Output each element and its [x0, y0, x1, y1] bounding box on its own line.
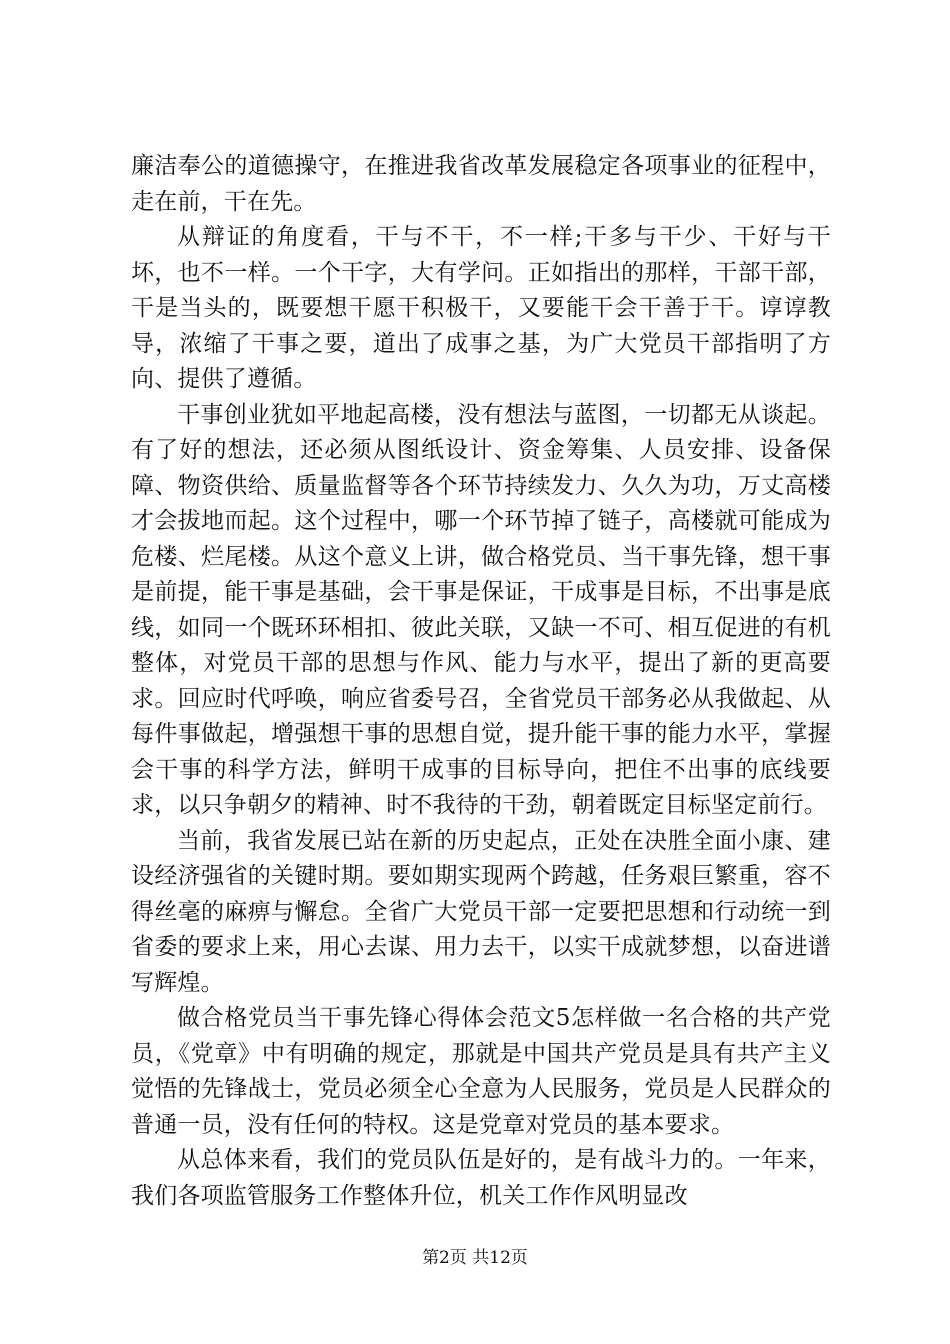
paragraph-1: 廉洁奉公的道德操守，在推进我省改革发展稳定各项事业的征程中，走在前，干在先。 — [131, 153, 831, 215]
paragraph-6: 从总体来看，我们的党员队伍是好的，是有战斗力的。一年来，我们各项监管服务工作整体升位，机关工作作风明显改 — [131, 1147, 831, 1209]
document-body — [131, 149, 831, 1214]
paragraph-4: 当前，我省发展已站在新的历史起点，正处在决胜全面小康、建设经济强省的关键时期。要如期实现两个跨越，任务艰巨繁重，容不得丝毫的麻痹与懈怠。全省广大党员干部一定要把思想和行动统一到省委的要求上来，用心去谋、用力去干，以实干成就梦想，以奋进谱写辉煌。 — [131, 827, 831, 996]
paragraph-2: 从辩证的角度看，干与不干，不一样;干多与干少、干好与干坏，也不一样。一个干字，大有学问。正如指出的那样，干部干部，干是当头的，既要想干愿干积极干，又要能干会干善于干。谆谆教导，浓缩了干事之要，道出了成事之基，为广大党员干部指明了方向、提供了遵循。 — [131, 224, 831, 392]
paragraph-5: 做合格党员当干事先锋心得体会范文5怎样做一名合格的共产党员，《党章》中有明确的规定，那就是中国共产党员是具有共产主义觉悟的先锋战士，党员必须全心全意为人民服务，党员是人民群众的普通一员，没有任何的特权。这是党章对党员的基本要求。 — [131, 1005, 831, 1138]
page-footer: 第2页 共12页 — [422, 1248, 528, 1268]
paragraph-3: 干事创业犹如平地起高楼，没有想法与蓝图，一切都无从谈起。有了好的想法，还必须从图纸设计、资金筹集、人员安排、设备保障、物资供给、质量监督等各个环节持续发力、久久为功，万丈高楼才会拔地而起。这个过程中，哪一个环节掉了链子，高楼就可能成为危楼、烂尾楼。从这个意义上讲，做合格党员、当干事先锋，想干事是前提，能干事是基础，会干事是保证，干成事是目标，不出事是底线，如同一个既环环相扣、彼此关联，又缺一不可、相互促进的有机整体，对党员干部的思想与作风、能力与水平，提出了新的更高要求。回应时代呼唤，响应省委号召，全省党员干部务必从我做起、从每件事做起，增强想干事的思想自觉，提升能干事的能力水平，掌握会干事的科学方法，鲜明干成事的目标导向，把住不出事的底线要求，以只争朝夕的精神、时不我待的干劲，朝着既定目标坚定前行。 — [131, 401, 831, 818]
